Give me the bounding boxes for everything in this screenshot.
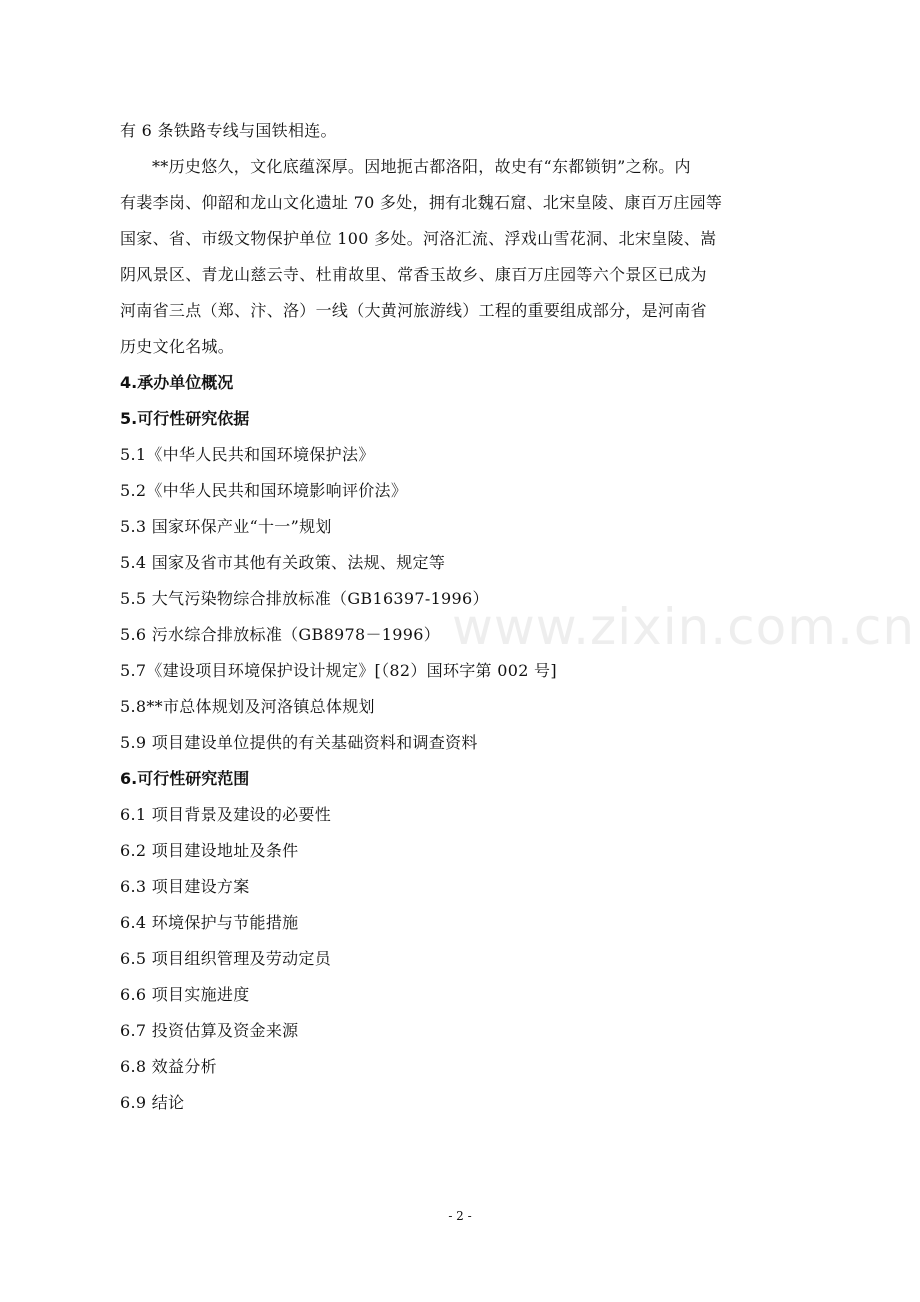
paragraph-line: 阴风景区、青龙山慈云寺、杜甫故里、常香玉故乡、康百万庄园等六个景区已成为: [120, 265, 707, 284]
list-item: 6.2 项目建设地址及条件: [120, 841, 299, 860]
watermark: www.zixin.com.cn: [452, 598, 916, 656]
paragraph-line: 历史文化名城。: [120, 337, 235, 356]
list-item: 5.2《中华人民共和国环境影响评价法》: [120, 481, 408, 500]
list-item: 6.4 环境保护与节能措施: [120, 913, 299, 932]
list-item: 5.1《中华人民共和国环境保护法》: [120, 445, 375, 464]
list-item: 5.5 大气污染物综合排放标准（GB16397-1996）: [120, 589, 489, 608]
list-item: 6.9 结论: [120, 1093, 185, 1112]
list-item: 5.4 国家及省市其他有关政策、法规、规定等: [120, 553, 446, 572]
section-heading-5: 5.可行性研究依据: [120, 409, 250, 428]
section-6-list: [120, 797, 810, 1121]
page-number: - 2 -: [448, 1209, 472, 1223]
paragraph-line: 河南省三点（郑、汴、洛）一线（大黄河旅游线）工程的重要组成部分，是河南省: [120, 301, 707, 320]
section-heading-6: 6.可行性研究范围: [120, 769, 250, 788]
list-item: 6.5 项目组织管理及劳动定员: [120, 949, 332, 968]
list-item: 5.7《建设项目环境保护设计规定》[（82）国环字第 002 号]: [120, 661, 557, 680]
intro-line: 有 6 条铁路专线与国铁相连。: [120, 121, 337, 140]
paragraph-line: 有裴李岗、仰韶和龙山文化遗址 70 多处，拥有北魏石窟、北宋皇陵、康百万庄园等: [120, 193, 723, 212]
paragraph-line: 国家、省、市级文物保护单位 100 多处。河洛汇流、浮戏山雪花洞、北宋皇陵、嵩: [120, 229, 717, 248]
list-item: 6.8 效益分析: [120, 1057, 217, 1076]
list-item: 6.3 项目建设方案: [120, 877, 250, 896]
section-heading-4: 4.承办单位概况: [120, 373, 234, 392]
section-5-list: [120, 437, 810, 761]
list-item: 5.6 污水综合排放标准（GB8978－1996）: [120, 625, 441, 644]
list-item: 6.7 投资估算及资金来源: [120, 1021, 299, 1040]
paragraph-line: **历史悠久，文化底蕴深厚。因地扼古都洛阳，故史有“东都锁钥”之称。内: [152, 157, 691, 176]
page-body: [120, 113, 810, 1121]
list-item: 5.3 国家环保产业“十一”规划: [120, 517, 332, 536]
list-item: 6.6 项目实施进度: [120, 985, 250, 1004]
list-item: 5.8**市总体规划及河洛镇总体规划: [120, 697, 375, 716]
list-item: 5.9 项目建设单位提供的有关基础资料和调查资料: [120, 733, 478, 752]
history-paragraph: [120, 149, 810, 365]
list-item: 6.1 项目背景及建设的必要性: [120, 805, 332, 824]
